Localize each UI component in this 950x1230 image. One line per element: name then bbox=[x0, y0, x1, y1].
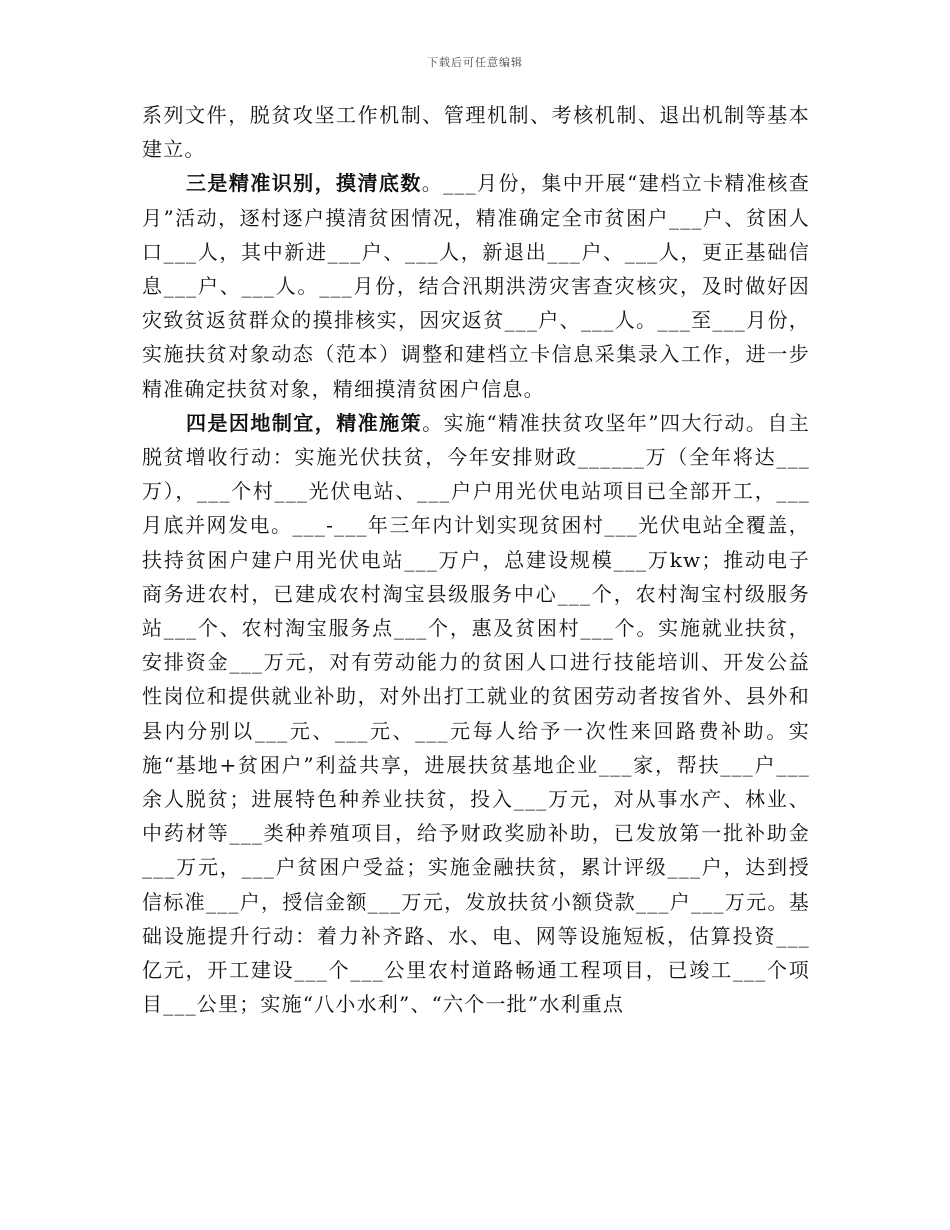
page-header: 下载后可任意编辑 bbox=[427, 56, 523, 69]
paragraph-2-lead: 三是精准识别，摸清底数 bbox=[186, 171, 422, 196]
paragraph-2-text: 。___月份，集中开展“建档立卡精准核查月”活动，逐村逐户摸清贫困情况，精准确定全市贫困户___户、贫困人口___人，其中新进___户、___人，新退出___户、___人，更正基础信息___户、___人。___月份，结合汛期洪涝灾害查灾核灾，及时做好因灾致贫返贫群众的摸排核实，因灾返贫___户、___人。___至___月份，实施扶贫对象动态（范本）调整和建档立卡信息采集录入工作，进一步精准确定扶贫对象，精细摸清贫困户信息。 bbox=[142, 171, 810, 401]
paragraph-2 bbox=[142, 166, 810, 405]
paragraph-3 bbox=[142, 406, 810, 1022]
paragraph-1: 系列文件，脱贫攻坚工作机制、管理机制、考核机制、退出机制等基本建立。 bbox=[142, 103, 810, 162]
paragraph-3-lead: 四是因地制宜，精准施策 bbox=[186, 410, 423, 435]
document-body bbox=[142, 98, 810, 1021]
paragraph-3-text: 。实施“精准扶贫攻坚年”四大行动。自主脱贫增收行动：实施光伏扶贫，今年安排财政______万（全年将达___万），___个村___光伏电站、___户户用光伏电站项目已全部开工，___月底并网发电。___-___年三年内计划实现贫困村___光伏电站全覆盖，扶持贫困户建户用光伏电站___万户，总建设规模___万kw；推动电子商务进农村，已建成农村淘宝县级服务中心___个，农村淘宝村级服务站___个、农村淘宝服务点___个，惠及贫困村___个。实施就业扶贫，安排资金___万元，对有劳动能力的贫困人口进行技能培训、开发公益性岗位和提供就业补助，对外出打工就业的贫困劳动者按省外、县外和县内分别以___元、___元、___元每人给予一次性来回路费补助。实施“基地+贫困户”利益共享，进展扶贫基地企业___家，帮扶___户___余人脱贫；进展特色种养业扶贫，投入___万元，对从事水产、林业、中药材等___类种养殖项目，给予财政奖励补助，已发放第一批补助金___万元，___户贫困户受益；实施金融扶贫，累计评级___户，达到授信标准___户，授信金额___万元，发放扶贫小额贷款___户___万元。基础设施提升行动：着力补齐路、水、电、网等设施短板，估算投资___亿元，开工建设___个___公里农村道路畅通工程项目，已竣工___个项目___公里；实施“八小水利”、“六个一批”水利重点 bbox=[142, 410, 810, 1017]
